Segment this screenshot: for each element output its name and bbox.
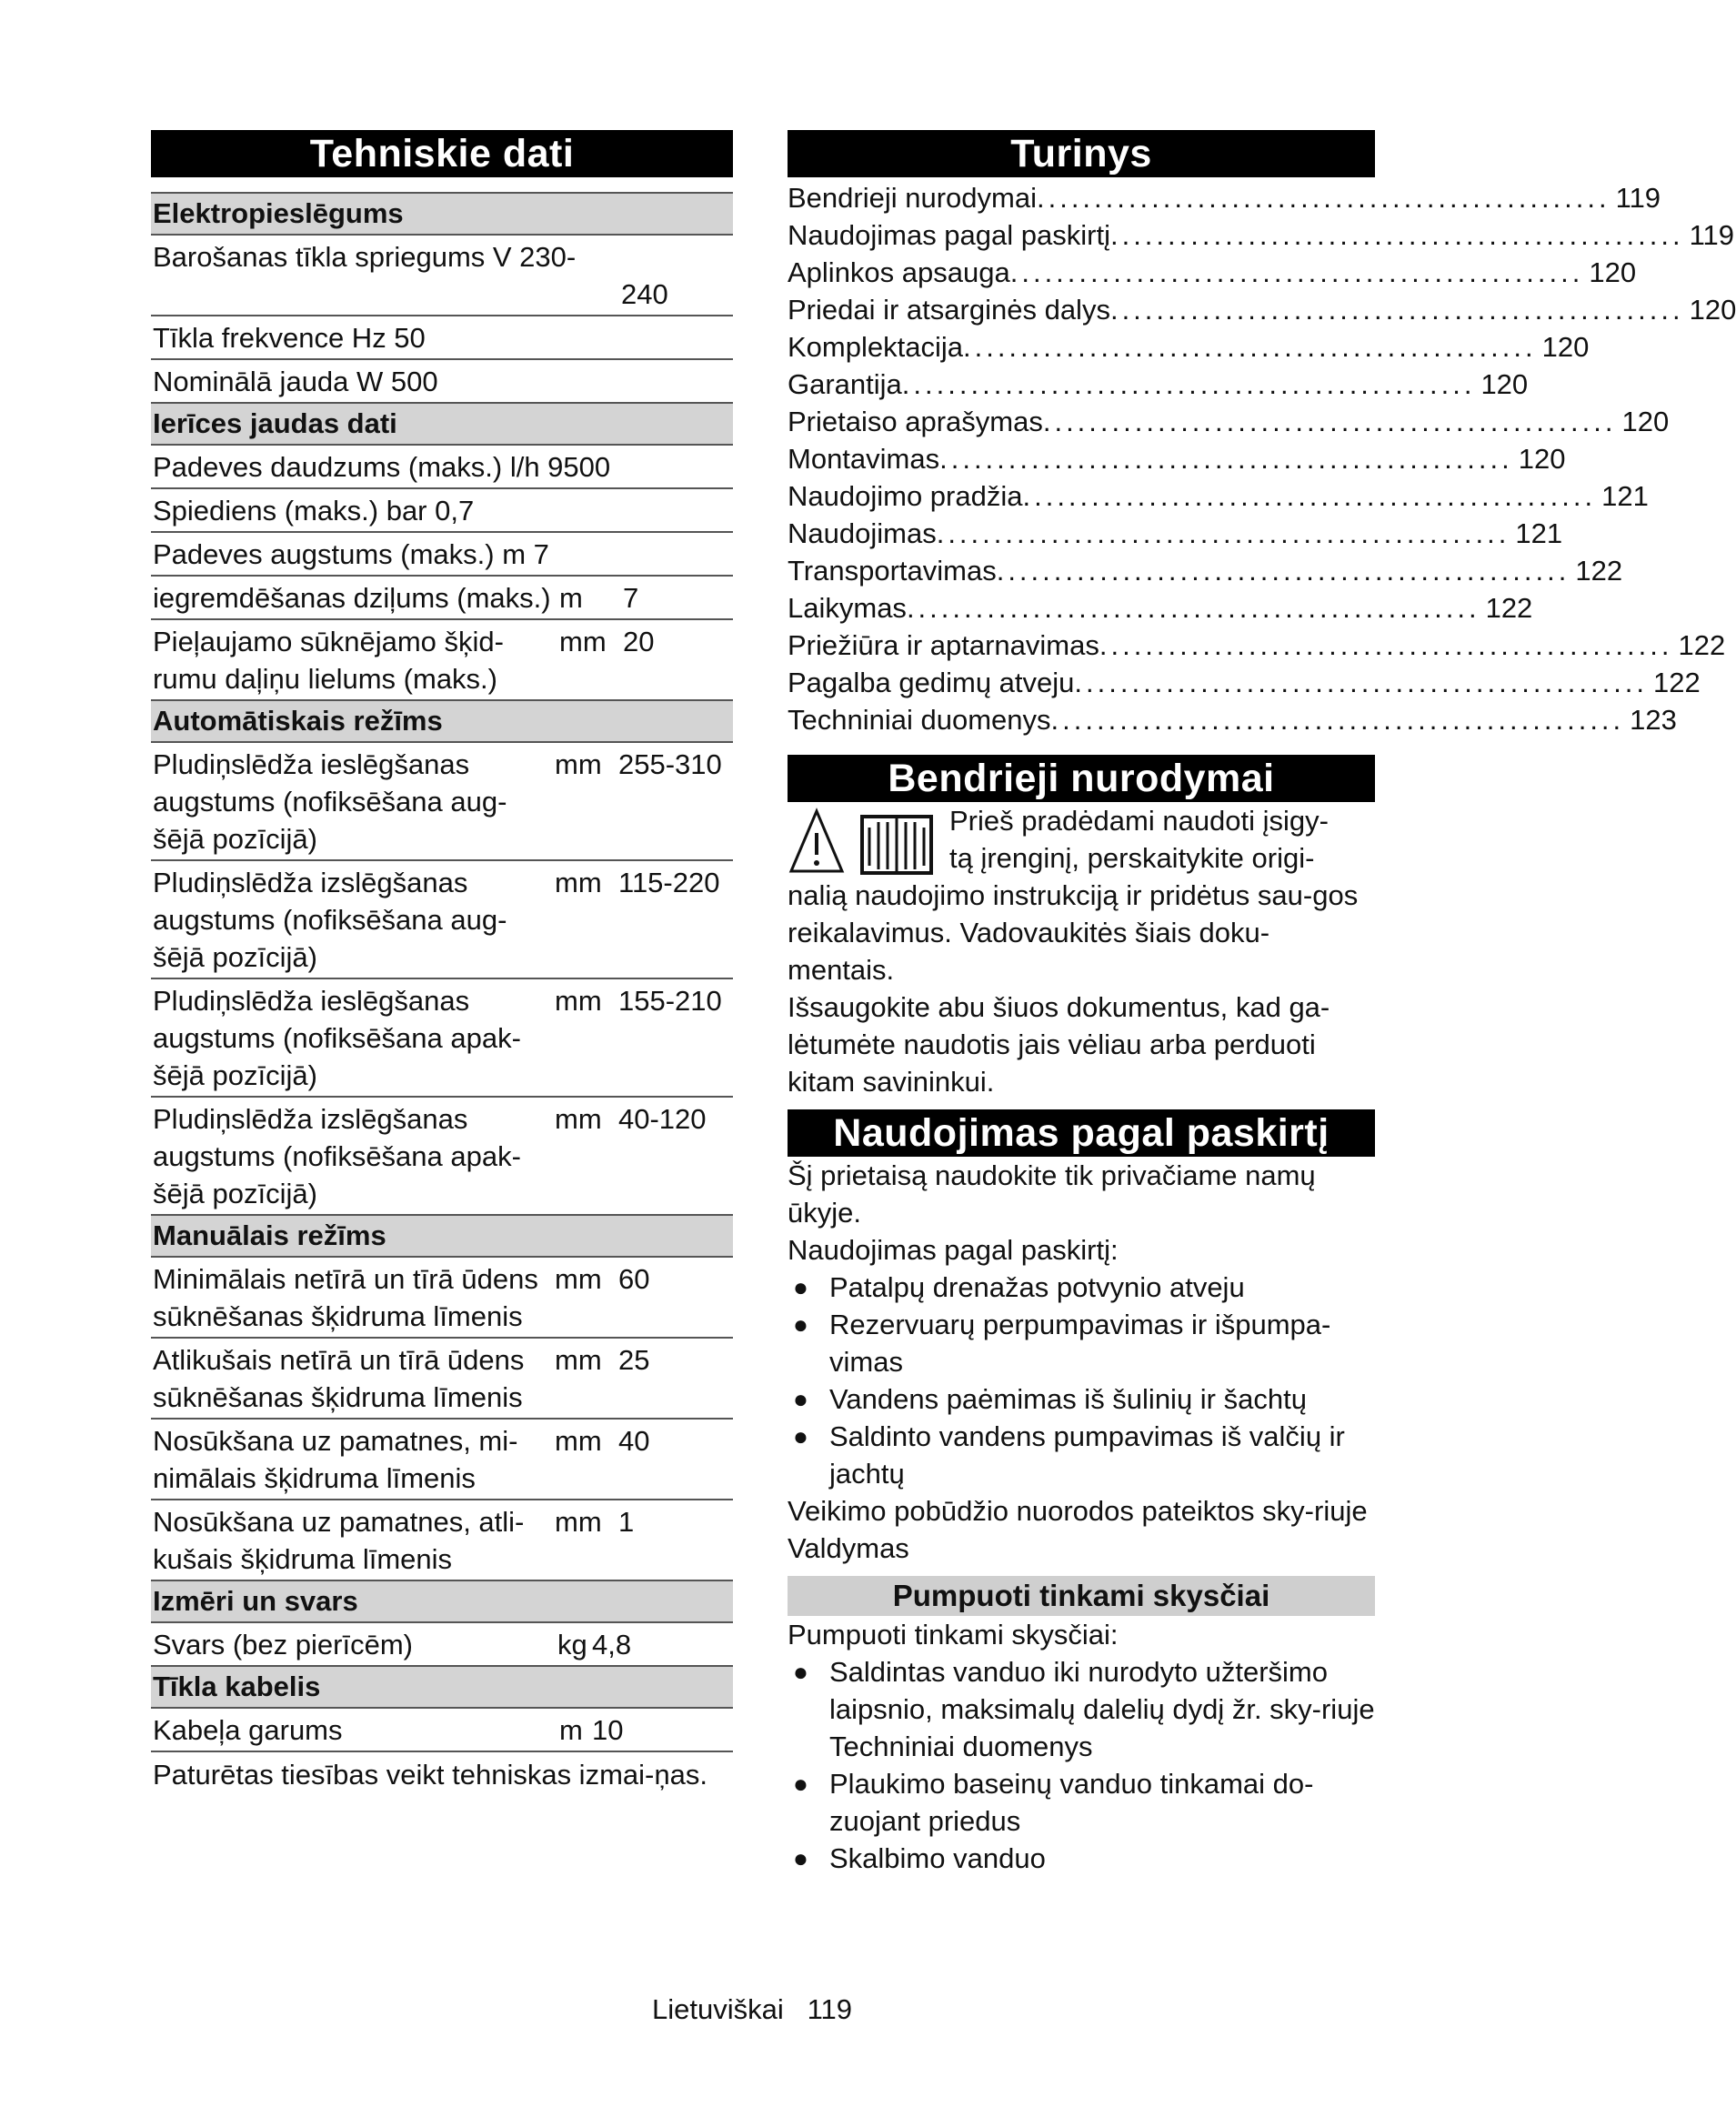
toc-entry-title: Naudojimas bbox=[788, 517, 937, 549]
toc-entry-title: Garantija bbox=[788, 368, 902, 400]
spec-label: Tīkla frekvence Hz 50 bbox=[153, 322, 426, 354]
warning-and-manual-icon bbox=[788, 806, 947, 877]
toc-entry-page: 120 bbox=[1518, 443, 1566, 475]
spec-row bbox=[151, 1258, 733, 1339]
spec-row bbox=[151, 533, 733, 577]
toc-entry-title: Techniniai duomenys bbox=[788, 704, 1051, 736]
operation-reference: Veikimo pobūdžio nuorodos pateiktos sky-riuje Valdymas bbox=[788, 1495, 1368, 1564]
toc-leader: .................................................. bbox=[1109, 219, 1684, 251]
spec-unit: mm bbox=[555, 1263, 602, 1295]
list-item bbox=[788, 1418, 1375, 1492]
toc-leader: .................................................. bbox=[939, 443, 1513, 475]
spec-unit: mm bbox=[555, 985, 602, 1017]
spec-value: 240 bbox=[621, 278, 668, 310]
spec-row bbox=[151, 236, 733, 316]
toc-entry[interactable] bbox=[788, 477, 1649, 515]
list-item bbox=[788, 1380, 1375, 1418]
bullet-icon: ● bbox=[793, 1770, 808, 1798]
list-item bbox=[788, 1653, 1375, 1765]
toc-leader: .................................................. bbox=[1074, 667, 1649, 698]
toc-entry-title: Priedai ir atsarginės dalys bbox=[788, 294, 1110, 326]
toc-entry[interactable] bbox=[788, 328, 1590, 366]
intended-use-list-title: Naudojimas pagal paskirtį: bbox=[788, 1234, 1119, 1266]
spec-unit: m bbox=[559, 582, 583, 614]
spec-row bbox=[151, 1709, 733, 1752]
spec-value: 1 bbox=[618, 1506, 635, 1538]
toc-leader: .................................................. bbox=[962, 331, 1537, 363]
toc-entry-title: Laikymas bbox=[788, 592, 907, 624]
spec-value: 20 bbox=[623, 626, 655, 657]
spec-row bbox=[151, 1500, 733, 1581]
spec-label: Pludiņslēdža izslēgšanas augstums (nofiksēšana aug-šējā pozīcijā) bbox=[153, 867, 507, 973]
keep-documents-text: Išsaugokite abu šiuos dokumentus, kad ga-lėtumėte naudotis jais vėliau arba perduoti kitam savininkui. bbox=[788, 991, 1330, 1098]
list-item-text: Saldinto vandens pumpavimas iš valčių ir jachtų bbox=[829, 1420, 1345, 1490]
toc-entry-page: 119 bbox=[1615, 182, 1661, 214]
toc-entry[interactable] bbox=[788, 254, 1637, 291]
toc-entry[interactable] bbox=[788, 216, 1735, 254]
spec-label: Spiediens (maks.) bar 0,7 bbox=[153, 495, 475, 527]
spec-label: Svars (bez pierīcēm) bbox=[153, 1629, 413, 1660]
list-item bbox=[788, 1306, 1375, 1380]
toc-entry-title: Bendrieji nurodymai bbox=[788, 182, 1037, 214]
warning-text-line1: Prieš pradėdami naudoti įsigy- bbox=[949, 805, 1329, 837]
toc-entry[interactable] bbox=[788, 179, 1661, 216]
spec-row bbox=[151, 316, 733, 360]
toc-leader: .................................................. bbox=[906, 592, 1480, 624]
toc-leader: .................................................. bbox=[1022, 480, 1597, 512]
spec-label: iegremdēšanas dziļums (maks.) bbox=[153, 582, 551, 614]
spec-label: Minimālais netīrā un tīrā ūdens sūknēšanas šķidruma līmenis bbox=[153, 1263, 538, 1332]
toc-entry[interactable] bbox=[788, 664, 1701, 701]
spec-row bbox=[151, 1420, 733, 1500]
spec-unit: mm bbox=[555, 867, 602, 898]
spec-label: Nosūkšana uz pamatnes, atli-kušais šķidruma līmenis bbox=[153, 1506, 525, 1575]
toc-entry-page: 121 bbox=[1515, 517, 1563, 549]
spec-unit: mm bbox=[555, 1103, 602, 1135]
spec-label: Pludiņslēdža izslēgšanas augstums (nofiksēšana apak-šējā pozīcijā) bbox=[153, 1103, 521, 1209]
toc-entry-title: Montavimas bbox=[788, 443, 940, 475]
toc-leader: .................................................. bbox=[1042, 406, 1617, 437]
bullet-icon: ● bbox=[793, 1273, 808, 1301]
toc-entry-page: 120 bbox=[1541, 331, 1590, 363]
toc-entry-page: 123 bbox=[1630, 704, 1677, 736]
toc-list bbox=[788, 179, 1736, 738]
toc-leader: .................................................. bbox=[1109, 294, 1684, 326]
bullet-icon: ● bbox=[793, 1658, 808, 1686]
toc-entry-title: Naudojimo pradžia bbox=[788, 480, 1023, 512]
spec-row bbox=[151, 446, 733, 489]
toc-entry[interactable] bbox=[788, 552, 1623, 589]
section-heading: Izmēri un svars bbox=[151, 1581, 733, 1623]
list-item bbox=[788, 1765, 1375, 1840]
general-notes-title: Bendrieji nurodymai bbox=[788, 755, 1375, 802]
toc-entry[interactable] bbox=[788, 515, 1563, 552]
bullet-icon: ● bbox=[793, 1385, 808, 1413]
suitable-liquids-title: Pumpuoti tinkami skysčiai bbox=[788, 1576, 1375, 1616]
list-item bbox=[788, 1840, 1375, 1877]
toc-entry-page: 122 bbox=[1653, 667, 1701, 698]
intended-use-intro: Šį prietaisą naudokite tik privačiame namų ūkyje. bbox=[788, 1159, 1316, 1229]
spec-value: 255-310 bbox=[618, 748, 722, 780]
left-column bbox=[151, 130, 733, 1793]
spec-label: Kabeļa garums bbox=[153, 1714, 343, 1746]
toc-entry-page: 122 bbox=[1678, 629, 1726, 661]
toc-entry-page: 120 bbox=[1589, 256, 1637, 288]
spec-row bbox=[151, 489, 733, 533]
toc-leader: .................................................. bbox=[901, 368, 1476, 400]
spec-value: 25 bbox=[618, 1344, 650, 1376]
toc-entry[interactable] bbox=[788, 403, 1670, 440]
toc-entry-title: Priežiūra ir aptarnavimas bbox=[788, 629, 1099, 661]
list-item-text: Vandens paėmimas iš šulinių ir šachtų bbox=[829, 1383, 1307, 1415]
toc-entry[interactable] bbox=[788, 589, 1533, 627]
spec-row bbox=[151, 1623, 733, 1667]
toc-entry-title: Pagalba gedimų atveju bbox=[788, 667, 1075, 698]
spec-row bbox=[151, 360, 733, 404]
list-item-text: Skalbimo vanduo bbox=[829, 1842, 1046, 1874]
toc-title: Turinys bbox=[788, 130, 1375, 177]
section-heading: Tīkla kabelis bbox=[151, 1667, 733, 1709]
spec-value: 155-210 bbox=[618, 985, 722, 1017]
spec-row bbox=[151, 1339, 733, 1420]
spec-value: 40-120 bbox=[618, 1103, 707, 1135]
warning-text-rest: nalią naudojimo instrukciją ir pridėtus sau-gos reikalavimus. Vadovaukitės šiais doku-mentais. bbox=[788, 879, 1359, 986]
toc-leader: .................................................. bbox=[1050, 704, 1625, 736]
spec-value: 4,8 bbox=[592, 1629, 632, 1660]
list-item-text: Rezervuarų perpumpavimas ir išpumpa-vimas bbox=[829, 1309, 1331, 1378]
section-heading: Automātiskais režīms bbox=[151, 701, 733, 743]
toc-entry-page: 122 bbox=[1575, 555, 1623, 587]
toc-leader: .................................................. bbox=[1036, 182, 1611, 214]
spec-label: Padeves augstums (maks.) m 7 bbox=[153, 538, 549, 570]
footer-page-number: 119 bbox=[807, 1993, 852, 2025]
toc-entry-page: 120 bbox=[1689, 294, 1736, 326]
toc-leader: .................................................. bbox=[996, 555, 1570, 587]
spec-label: Nosūkšana uz pamatnes, mi-nimālais šķidruma līmenis bbox=[153, 1425, 518, 1494]
list-item-text: Plaukimo baseinų vanduo tinkamai do-zuojant priedus bbox=[829, 1768, 1314, 1837]
toc-entry-title: Transportavimas bbox=[788, 555, 997, 587]
right-column bbox=[788, 130, 1736, 1877]
bullet-icon: ● bbox=[793, 1310, 808, 1339]
section-heading: Manuālais režīms bbox=[151, 1216, 733, 1258]
toc-leader: .................................................. bbox=[1009, 256, 1584, 288]
spec-label: Pludiņslēdža ieslēgšanas augstums (nofiksēšana apak-šējā pozīcijā) bbox=[153, 985, 521, 1091]
toc-entry[interactable] bbox=[788, 366, 1529, 403]
intended-use-title: Naudojimas pagal paskirtį bbox=[788, 1109, 1375, 1157]
spec-unit: mm bbox=[559, 626, 607, 657]
toc-entry-title: Komplektacija bbox=[788, 331, 963, 363]
toc-entry-page: 120 bbox=[1621, 406, 1670, 437]
spec-value: 115-220 bbox=[618, 867, 720, 898]
spec-value: 40 bbox=[618, 1425, 650, 1457]
spec-value: 60 bbox=[618, 1263, 650, 1295]
page-footer bbox=[0, 1993, 1504, 2026]
tech-data-title: Tehniskie dati bbox=[151, 130, 733, 177]
bullet-icon: ● bbox=[793, 1844, 808, 1872]
section-heading: Elektropieslēgums bbox=[151, 192, 733, 236]
spec-label: Barošanas tīkla spriegums V 230- bbox=[153, 241, 577, 273]
spec-label: Nominālā jauda W 500 bbox=[153, 366, 438, 397]
toc-entry[interactable] bbox=[788, 291, 1736, 328]
list-item bbox=[788, 1269, 1375, 1306]
toc-entry[interactable] bbox=[788, 440, 1566, 477]
spec-row bbox=[151, 861, 733, 979]
spec-unit: kg bbox=[557, 1629, 587, 1660]
spec-row bbox=[151, 743, 733, 861]
spec-unit: mm bbox=[555, 1344, 602, 1376]
toc-entry-page: 120 bbox=[1480, 368, 1529, 400]
spec-unit: mm bbox=[555, 1425, 602, 1457]
spec-row bbox=[151, 620, 733, 701]
toc-entry[interactable] bbox=[788, 701, 1677, 738]
spec-unit: mm bbox=[555, 1506, 602, 1538]
suitable-liquids-intro: Pumpuoti tinkami skysčiai: bbox=[788, 1619, 1119, 1650]
spec-value: 10 bbox=[592, 1714, 624, 1746]
toc-leader: .................................................. bbox=[1099, 629, 1673, 661]
warning-block bbox=[788, 802, 1375, 1100]
spec-row bbox=[151, 979, 733, 1098]
footer-language: Lietuviškai bbox=[651, 1993, 784, 2025]
list-item-text: Saldintas vanduo iki nurodyto užteršimo laipsnio, maksimalų dalelių dydį žr. sky-riuje Techniniai duomenys bbox=[829, 1656, 1375, 1762]
toc-entry-page: 119 bbox=[1689, 219, 1735, 251]
toc-entry-page: 122 bbox=[1485, 592, 1533, 624]
spec-unit: m bbox=[559, 1714, 583, 1746]
spec-label: Padeves daudzums (maks.) l/h 9500 bbox=[153, 451, 611, 483]
technical-change-note: Paturētas tiesības veikt tehniskas izmai-ņas. bbox=[153, 1759, 707, 1791]
warning-text-line2: tą įrenginį, perskaitykite origi- bbox=[949, 842, 1315, 874]
spec-label: Atlikušais netīrā un tīrā ūdens sūknēšanas šķidruma līmenis bbox=[153, 1344, 525, 1413]
spec-unit: mm bbox=[555, 748, 602, 780]
toc-entry-title: Aplinkos apsauga bbox=[788, 256, 1010, 288]
spec-label: Pieļaujamo sūknējamo šķid-rumu daļiņu lielums (maks.) bbox=[153, 626, 504, 695]
toc-entry-title: Naudojimas pagal paskirtį bbox=[788, 219, 1110, 251]
spec-label: Pludiņslēdža ieslēgšanas augstums (nofiksēšana aug-šējā pozīcijā) bbox=[153, 748, 507, 855]
section-heading: Ierīces jaudas dati bbox=[151, 404, 733, 446]
spec-row bbox=[151, 1098, 733, 1216]
toc-entry-title: Prietaiso aprašymas bbox=[788, 406, 1043, 437]
toc-entry[interactable] bbox=[788, 627, 1726, 664]
list-item-text: Patalpų drenažas potvynio atveju bbox=[829, 1271, 1245, 1303]
toc-leader: .................................................. bbox=[936, 517, 1510, 549]
toc-entry-page: 121 bbox=[1601, 480, 1649, 512]
spec-row bbox=[151, 577, 733, 620]
bullet-icon: ● bbox=[793, 1422, 808, 1450]
spec-value: 7 bbox=[623, 582, 639, 614]
